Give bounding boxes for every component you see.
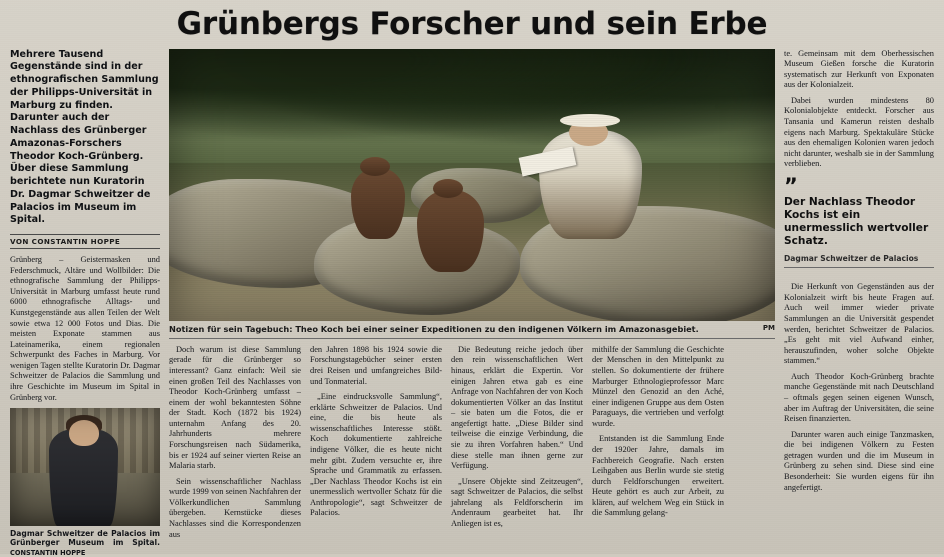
body-4-paragraph-2: Entstanden ist die Sammlung Ende der 1920er Jahre, damals im Fachbereich Geografie. Nach ersten Leihgaben aus Berlin wurde sie stetig durch Feldforschungen erweitert. Heute gehört es auch zur Arbeit, zu klären, auf welchem Weg ein Stück in die Sammlung gelang- <box>592 434 724 518</box>
right-paragraph-4: Auch Theodor Koch-Grünberg brachte manche Gegenstände mit nach Deutschland – oftmals gegen seinen eigenen Wunsch, aber im Auftrag der Universitäten, die seine Reisen finanzierten. <box>784 371 934 424</box>
right-paragraph-3: Die Herkunft von Gegenständen aus der Kolonialzeit wirft bis heute Fragen auf. Auch weil immer wieder private Sammlungen an die Universität gespendet werden, berichtet Schweitzer de Palacios. „Es geht mit viel Aufwand einher, herauszufinden, woher solche Objekte stammen.“ <box>784 282 934 366</box>
body-3-paragraph-2: „Unsere Objekte sind Zeitzeugen“, sagt Schweitzer de Palacios, die selbst jahrelang als Feldforscherin im Andenraum gearbeitet hat. Ihr Anliegen ist es, <box>451 476 583 529</box>
column-body-4 <box>592 345 724 545</box>
body-3-paragraph-1: Die Bedeutung reiche jedoch über den rein wissenschaftlichen Wert hinaus, erklärt die Expertin. Vor einigen Jahren etwa gab es eine Anfrage von Nachfahren der von Koch dokumentierten Völker an das Institut – sie baten um die Fotos, die er angefertigt hatte. „Diese Bilder sind teilweise die einzige Verbindung, die sie zu ihren Vorfahren haben.“ Und diese stelle man ihnen gerne zur Verfügung. <box>451 344 583 471</box>
left-paragraph-1: Grünberg – Geistermasken und Federschmuck, Altäre und Wollbilder: Die ethnografische Sammlung der Philipps-Universität in Marburg umfasst heute rund 6000 ethnografische Alltags- und Kunstgegenstände aus allen Teilen der Welt sowie etwa 12 000 Fotos und Dias. Die meisten Exponate stammen aus Lateinamerika, einem regionalen Schwerpunkt des Faches in Marburg. Vor wenigen Tagen stellte Kuratorin Dr. Dagmar Schweitzer de Palacios die Sammlung und ihre Geschichte im Museum im Spital in Grünberg vor. <box>10 255 160 402</box>
column-right <box>784 49 934 499</box>
column-middle-block <box>169 49 775 546</box>
column-left <box>10 49 160 557</box>
curator-photo <box>10 408 160 526</box>
pull-quote <box>784 173 934 274</box>
body-2-paragraph-1: den Jahren 1898 bis 1924 sowie die Forschungstagebücher seiner ersten drei Reisen und umfangreiches Bild- und Tonmaterial. <box>310 344 442 386</box>
right-paragraph-5: Darunter waren auch einige Tanzmasken, die bei indigenen Völkern zu Festen getragen wurden und die im Museum in Grünberg zu sehen sind. Diese sind eine Besonderheit: Sie wurden eigens für ihn angefertigt. <box>784 429 934 492</box>
expedition-photo-caption-text: Notizen für sein Tagebuch: Theo Koch bei einer seiner Expeditionen zu den indigenen Völkern im Amazonasgebiet. <box>169 323 699 334</box>
right-paragraph-2: Dabei wurden mindestens 80 Kolonialobjekte entdeckt. Forscher aus Tansania und Kamerun reisten deshalb eigens nach Marburg. Spektakuläre Stücke aus den ehemaligen Kolonien waren jedoch nicht darunter, weshalb sie in der Sammlung verblieben. <box>784 95 934 169</box>
pull-quote-attribution: Dagmar Schweitzer de Palacios <box>784 254 934 269</box>
expedition-photo <box>169 49 775 321</box>
curator-photo-caption <box>10 529 160 557</box>
photo-vignette <box>169 49 775 321</box>
quote-mark-icon: ” <box>784 173 797 198</box>
photo-vignette <box>10 408 160 526</box>
expedition-photo-credit: PM <box>762 323 775 332</box>
body-1-paragraph-2: Sein wissenschaftlicher Nachlass wurde 1999 von seinen Nachfahren der Völkerkundlichen Sammlung übergeben. Kernstücke dieses Nachlasses sind die Korrespondenzen aus <box>169 476 301 539</box>
curator-photo-credit: CONSTANTIN HOPPE <box>10 548 86 557</box>
column-body-2 <box>310 345 442 545</box>
expedition-photo-caption <box>169 321 775 339</box>
body-columns <box>169 345 775 545</box>
column-body-1 <box>169 345 301 545</box>
curator-photo-caption-text: Dagmar Schweitzer de Palacios im Grünberger Museum im Spital. <box>10 529 160 548</box>
right-paragraph-1: te. Gemeinsam mit dem Oberhessischen Museum Gießen forsche die Kuratorin systematisch zur Herkunft von Exponaten aus der Kolonialzeit. <box>784 48 934 90</box>
page-title: Grünbergs Forscher und sein Erbe <box>176 6 768 42</box>
byline: VON CONSTANTIN HOPPE <box>10 234 160 249</box>
pull-quote-text: Der Nachlass Theodor Kochs ist ein unermesslich wertvoller Schatz. <box>784 195 929 248</box>
body-2-paragraph-2: „Eine eindrucksvolle Sammlung“, erklärte Schweitzer de Palacios. Und eine, die bis heute als wissenschaftliches Interesse stößt. Koch dokumentierte zahlreiche indigene Völker, die es heute nicht mehr gibt. Zudem versuchte er, ihre Sprache und Grammatik zu erfassen. „Der Nachlass Theodor Kochs ist ein unermesslich wertvoller Schatz für die Anthropologie“, sagt Schweitzer de Palacios. <box>310 392 442 518</box>
body-4-paragraph-1: mithilfe der Sammlung die Geschichte der Menschen in den Mittelpunkt zu stellen. So dokumentierte der frühere Marburger Ethnologieprofessor Marc Münzel den Genozid an den Aché, einer indigenen Gruppe aus dem Osten Paraguays, die vertrieben und verfolgt wurde. <box>592 344 724 428</box>
body-1-paragraph-1: Doch warum ist diese Sammlung gerade für die Grünberger so interessant? Ganz einfach: Weil sie einen großen Teil des Nachlasses von Theodor Koch-Grünberg umfasst – einem der wohl bekanntesten Söhne der Stadt. Koch (1872 bis 1924) unternahm Anfang des 20. Jahrhunderts mehrere Forschungsreisen nach Südamerika, bis er 1924 auf seiner vierten Reise an Malaria starb. <box>169 344 301 471</box>
article-lead: Mehrere Tausend Gegenstände sind in der ethnografischen Sammlung der Philipps-Universität in Marburg zu finden. Darunter auch der Nachlass des Grünberger Amazonas-Forschers Theodor Koch-Grünberg. Über diese Sammlung berichtete nun Kuratorin Dr. Dagmar Schweitzer de Palacios im Museum im Spital. <box>10 48 159 226</box>
column-body-3 <box>451 345 583 545</box>
article-columns <box>10 48 934 557</box>
